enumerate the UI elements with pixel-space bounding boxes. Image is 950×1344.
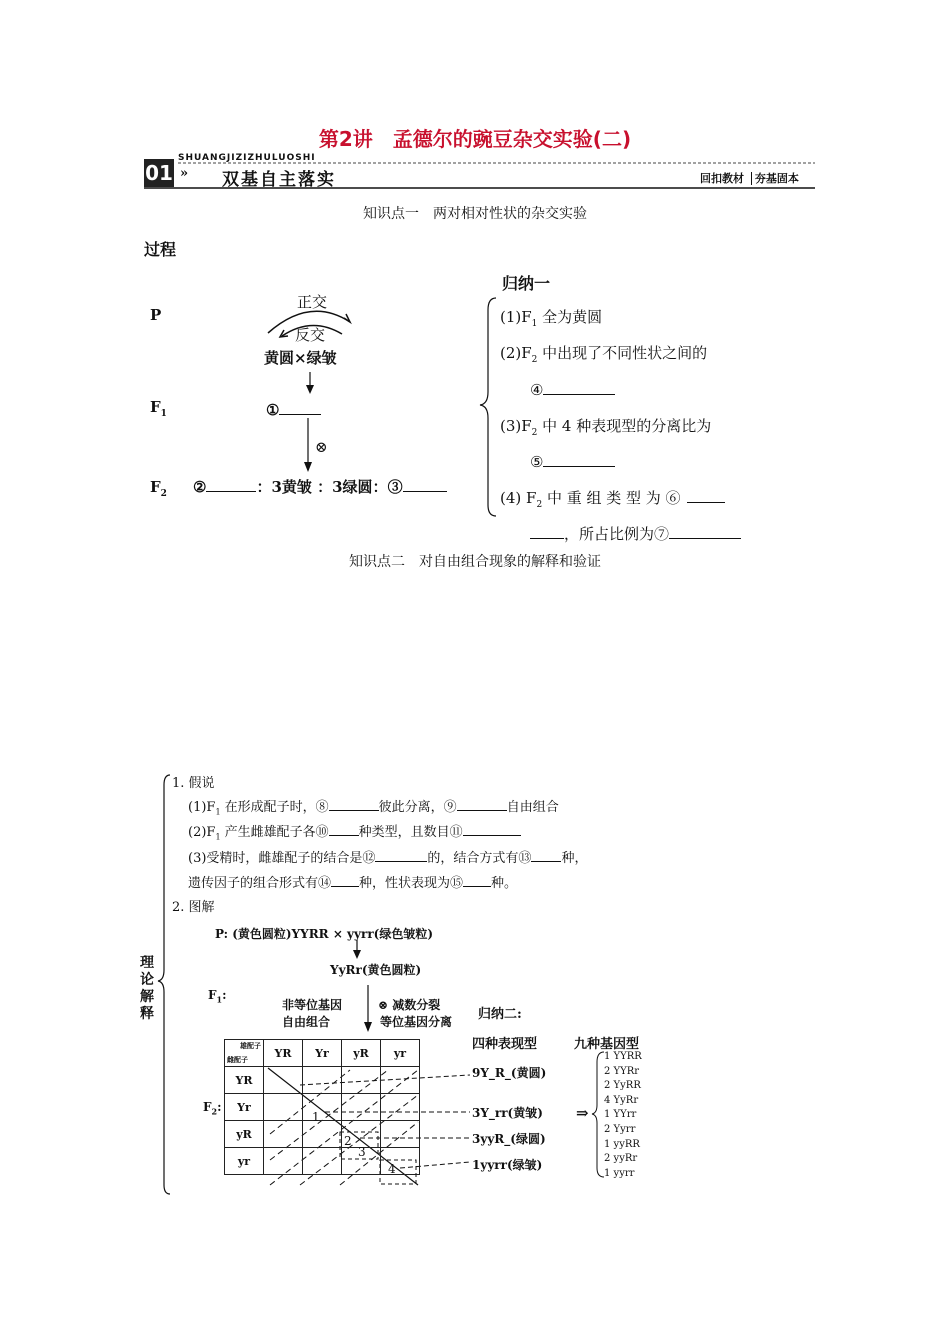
nonallelic-line-1: 非等位基因	[282, 998, 343, 1012]
zhengjiao-label: 正交	[297, 293, 328, 311]
guina1-item-2: $(2)F_2$ 中出现了不同性状之间的	[500, 344, 708, 365]
section-number: 01	[145, 161, 173, 185]
region-number: 4	[388, 1162, 396, 1176]
meiosis-line-1: ⊗ 减数分裂	[378, 998, 441, 1012]
p-generation: P: (黄色圆粒)YYRR × yyrr(绿色皱粒)	[215, 927, 433, 941]
phenotype-item: 3yyR_(绿圆)	[472, 1132, 546, 1146]
nonallelic-line-2: 自由组合	[282, 1015, 331, 1029]
knowledge-point-2: 知识点二 对自由组合现象的解释和验证	[349, 554, 601, 570]
label-f1: $F_1$	[150, 398, 167, 419]
section-title: 双基自主落实	[222, 170, 336, 190]
phenotype-item: 1yyrr(绿皱)	[472, 1158, 543, 1172]
meiosis-line-2: 等位基因分离	[380, 1015, 453, 1029]
parent-cross: 黄圆×绿皱	[264, 349, 337, 367]
section-tagline-a: 回扣教材	[700, 172, 744, 185]
implies-arrow-icon: ⇒	[576, 1104, 589, 1122]
f2-ratio-line: ② ：3黄皱 ：3绿圆：③	[193, 476, 447, 497]
hypothesis-line-4: 遗传因子的组合形式有⑭ 种，性状表现为⑮ 种。	[188, 872, 517, 891]
genotype-item: 4 YyRr	[604, 1094, 639, 1106]
chevron-right-icon: »	[180, 166, 189, 181]
theory-side-label: 理论解释	[140, 955, 154, 1022]
row-header: YR	[225, 1067, 264, 1094]
guina1-item-1: $(1)F_1$ 全为黄圆	[500, 308, 603, 329]
genotype-item: 2 Yyrr	[604, 1123, 636, 1135]
col-header: yR	[342, 1040, 381, 1067]
genotype-item: 1 yyrr	[604, 1167, 635, 1179]
genotype-item: 2 YyRR	[604, 1080, 641, 1092]
f2-label: $F_2$:	[203, 1100, 222, 1117]
genotype-item: 2 yyRr	[604, 1153, 638, 1165]
guina1-heading: 归纳一	[502, 274, 551, 293]
genotype-list	[604, 1050, 642, 1181]
guina1-blank-5: ⑤	[530, 452, 615, 471]
section-tagline-b: 夯基固本	[754, 172, 799, 185]
genotype-item: 1 YYrr	[604, 1109, 637, 1121]
blank-1: ①	[266, 400, 321, 419]
f1-genotype: YyRr(黄色圆粒)	[330, 963, 422, 977]
punnett-corner: 雄配子 雌配子	[225, 1040, 264, 1067]
selfing-icon: ⊗	[315, 438, 328, 456]
guina2-heading: 归纳二:	[478, 1007, 522, 1022]
genotype-item: 1 YYRR	[604, 1051, 642, 1062]
section-code: SHUANGJIZIZHULUOSHI	[178, 153, 316, 163]
col-header: Yr	[303, 1040, 342, 1067]
guina1-blank-4: ④	[530, 380, 615, 399]
phenotype-item: 9Y_R_(黄圆)	[472, 1066, 547, 1080]
diagram-heading: 2. 图解	[172, 900, 215, 915]
genotype-item: 2 YYRr	[604, 1065, 640, 1077]
knowledge-point-1: 知识点一 两对相对性状的杂交实验	[363, 206, 587, 222]
region-number: 1	[312, 1110, 320, 1124]
guina1-item-4: (4) $F_2$ 中 重 组 类 型 为 ⑥	[500, 487, 725, 510]
guina1-item-4-cont: ，所占比例为⑦	[530, 523, 741, 544]
fanjiao-label: 反交	[295, 326, 326, 344]
col-header: yr	[381, 1040, 420, 1067]
row-header: Yr	[225, 1094, 264, 1121]
punnett-square	[224, 1039, 420, 1175]
row-header: yr	[225, 1148, 264, 1175]
process-heading: 过程	[144, 240, 177, 259]
region-number: 2	[344, 1134, 352, 1148]
row-header: yR	[225, 1121, 264, 1148]
hypothesis-line-3: (3)受精时，雌雄配子的结合是⑫ 的，结合方式有⑬ 种，	[188, 847, 587, 866]
phenotypes-header: 四种表现型	[472, 1037, 538, 1052]
label-p: P	[150, 306, 162, 324]
genotype-item: 1 yyRR	[604, 1138, 640, 1150]
label-f2: $F_2$	[150, 478, 167, 499]
page-title: 第2讲 孟德尔的豌豆杂交实验(二)	[318, 127, 632, 151]
hypothesis-line-1: $(1)F_1$ 在形成配子时，⑧ 彼此分离，⑨ 自由组合	[188, 796, 559, 817]
guina1-item-3: $(3)F_2$ 中 4 种表现型的分离比为	[500, 417, 712, 438]
col-header: YR	[264, 1040, 303, 1067]
hypothesis-line-2: $(2)F_1$ 产生雌雄配子各⑩ 种类型，且数目⑪	[188, 821, 521, 842]
f1-label: $F_1$:	[208, 988, 227, 1005]
phenotype-item: 3Y_rr(黄皱)	[472, 1106, 543, 1120]
genotypes-header: 九种基因型	[574, 1037, 640, 1052]
hypothesis-heading: 1. 假说	[172, 776, 215, 791]
region-number: 3	[358, 1145, 366, 1159]
